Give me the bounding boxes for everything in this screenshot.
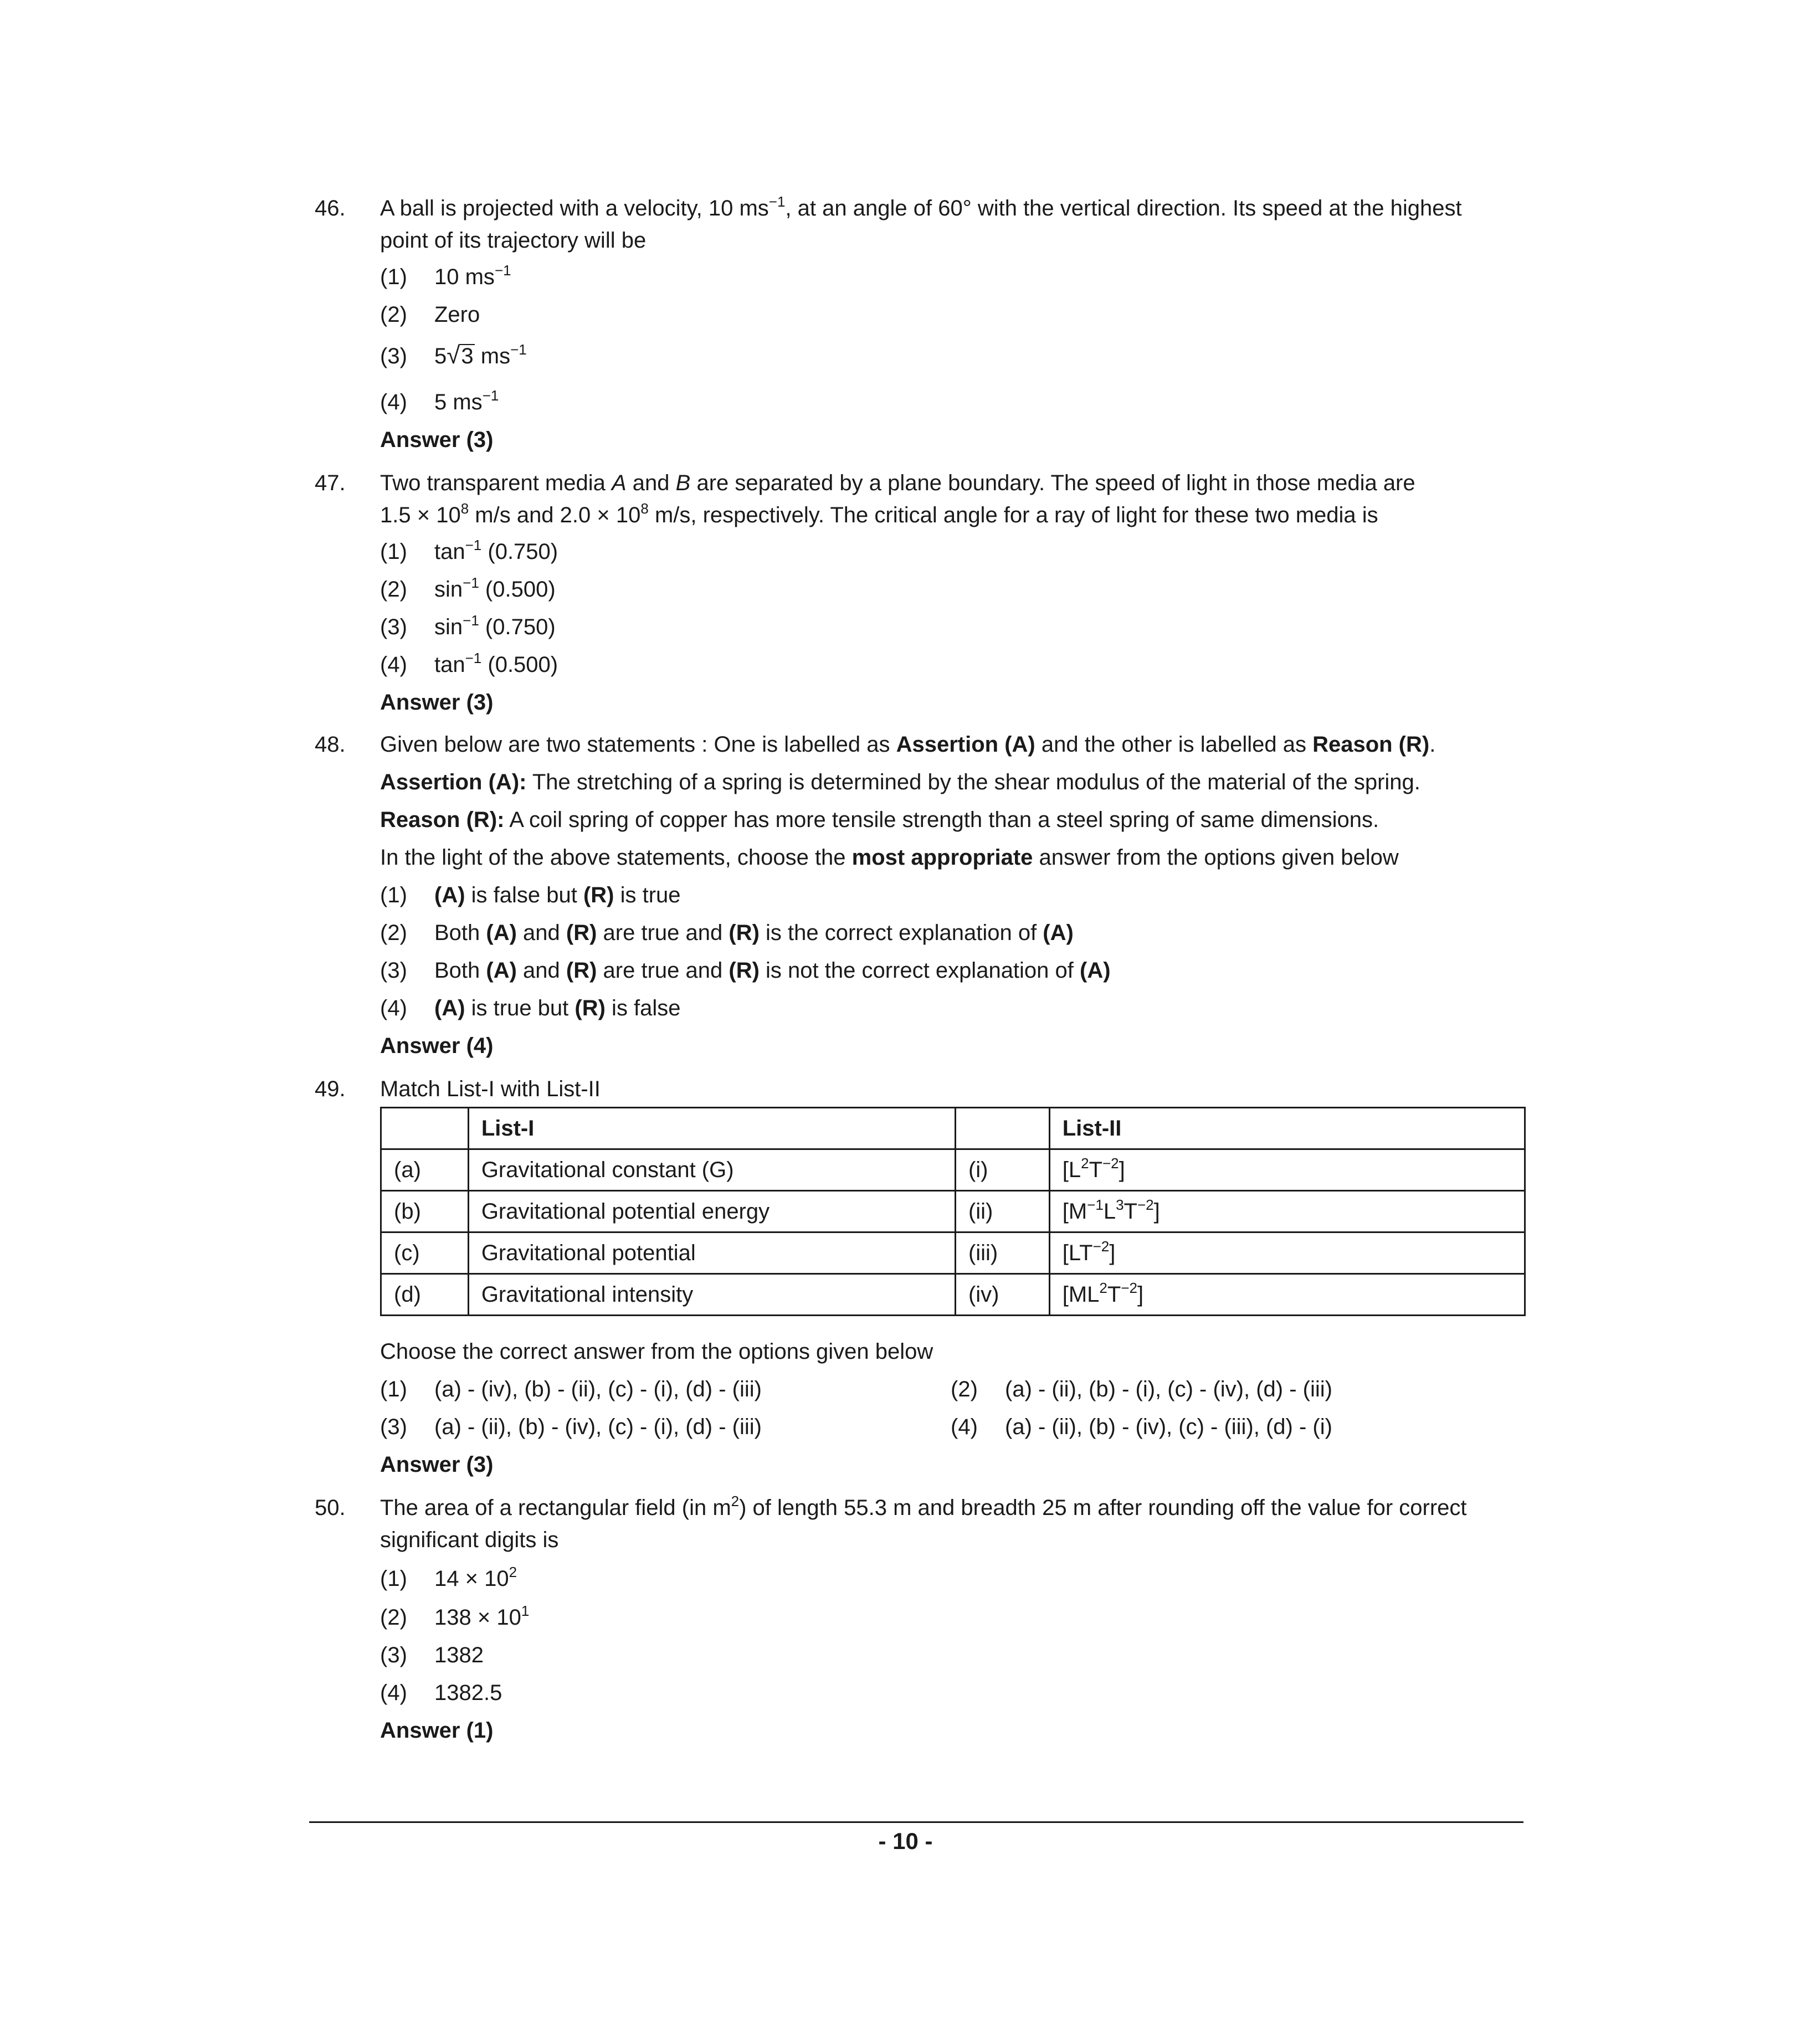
option-1: (1) $\tan^{-1} (0.750)$ <box>380 536 558 564</box>
page-number: - 10 - <box>878 1828 933 1854</box>
question-text-line: $1.5 \times 10^8$ m/s and $2.0 \times 10^8$ m/s, respectively. The critical angle for a ray of light for these two media is <box>380 500 1378 527</box>
table-cell <box>955 1108 1049 1149</box>
option-4: (4) 1382.5 <box>380 1681 502 1705</box>
reason-statement: Reason (R): A coil spring of copper has more tensile strength than a steel spring of same dimensions. <box>380 808 1379 832</box>
table-cell: Gravitational potential energy <box>468 1191 955 1232</box>
question-text-line: Match List-I with List-II <box>380 1077 601 1101</box>
table-cell: (ii) <box>955 1191 1049 1232</box>
match-table <box>380 1107 1526 1316</box>
question-text-line: Given below are two statements : One is labelled as Assertion (A) and the other is labelled as Reason (R). <box>380 732 1436 757</box>
question-number: 46. <box>315 196 346 220</box>
option-3: (3) (a) - (ii), (b) - (iv), (c) - (i), (d) - (iii) <box>380 1415 762 1439</box>
table-header-list1: List-I <box>468 1108 955 1149</box>
answer: Answer (3) <box>380 690 494 715</box>
question-text-line: Two transparent media A and B are separated by a plane boundary. The speed of light in those media are <box>380 471 1415 495</box>
option-3: (3) $\sin^{-1} (0.750)$ <box>380 612 556 639</box>
table-cell: Gravitational intensity <box>468 1274 955 1316</box>
table-cell: (c) <box>381 1232 469 1274</box>
question-text-line: The area of a rectangular field (in $m^2$) of length 55.3 m and breadth 25 m after rounding off the value for correct <box>380 1492 1467 1520</box>
option-3: (3) Both (A) and (R) are true and (R) is not the correct explanation of (A) <box>380 958 1111 983</box>
answer: Answer (4) <box>380 1034 494 1058</box>
option-2: (2) $\sin^{-1} (0.500)$ <box>380 574 556 602</box>
square-root-symbol: √3 <box>447 342 474 369</box>
table-cell: $[LT^{-2}]$ <box>1049 1232 1525 1274</box>
table-cell: (iii) <box>955 1232 1049 1274</box>
answer: Answer (1) <box>380 1718 494 1743</box>
option-2: (2) $138 \times 10^1$ <box>380 1602 530 1630</box>
option-1: (1) $14 \times 10^2$ <box>380 1563 517 1591</box>
answer: Answer (3) <box>380 428 494 452</box>
table-cell: (iv) <box>955 1274 1049 1316</box>
table-header-row <box>381 1108 1525 1149</box>
table-cell: (d) <box>381 1274 469 1316</box>
table-row <box>381 1274 1525 1316</box>
option-4: (4) (A) is true but (R) is false <box>380 996 681 1020</box>
assertion-statement: Assertion (A): The stretching of a spring is determined by the shear modulus of the material of the spring. <box>380 770 1420 794</box>
question-text-line: A ball is projected with a velocity, 10 $ms^{-1}$, at an angle of 60° with the vertical direction. Its speed at the highest <box>380 193 1462 220</box>
table-header-list2: List-II <box>1049 1108 1525 1149</box>
question-number: 47. <box>315 471 346 495</box>
table-cell: (i) <box>955 1149 1049 1191</box>
table-row <box>381 1191 1525 1232</box>
question-number: 48. <box>315 732 346 757</box>
table-cell: Gravitational potential <box>468 1232 955 1274</box>
question-text-line: point of its trajectory will be <box>380 228 647 253</box>
option-2: (2) (a) - (ii), (b) - (i), (c) - (iv), (d) - (iii) <box>951 1377 1332 1401</box>
option-1: (1) (A) is false but (R) is true <box>380 883 681 907</box>
question-number: 49. <box>315 1077 346 1101</box>
table-cell: $[ML^2T^{-2}]$ <box>1049 1274 1525 1316</box>
question-text-line: Choose the correct answer from the options given below <box>380 1339 933 1364</box>
table-cell: (a) <box>381 1149 469 1191</box>
table-cell: Gravitational constant (G) <box>468 1149 955 1191</box>
option-2: (2) Both (A) and (R) are true and (R) is the correct explanation of (A) <box>380 921 1074 945</box>
table-row <box>381 1232 1525 1274</box>
table-cell: $[M^{-1}L^3T^{-2}]$ <box>1049 1191 1525 1232</box>
option-4: (4) 5 $ms^{-1}$ <box>380 387 499 414</box>
answer: Answer (3) <box>380 1452 494 1477</box>
option-1: (1) 10 $ms^{-1}$ <box>380 261 511 289</box>
option-1: (1) (a) - (iv), (b) - (ii), (c) - (i), (d) - (iii) <box>380 1377 762 1401</box>
option-4: (4) $\tan^{-1} (0.500)$ <box>380 649 558 677</box>
table-cell <box>381 1108 469 1149</box>
question-text-line: significant digits is <box>380 1528 559 1552</box>
option-3: (3) 1382 <box>380 1643 484 1667</box>
table-cell: $[L^2T^{-2}]$ <box>1049 1149 1525 1191</box>
question-number: 50. <box>315 1496 346 1520</box>
footer-divider <box>309 1821 1523 1823</box>
option-4: (4) (a) - (ii), (b) - (iv), (c) - (iii), (d) - (i) <box>951 1415 1332 1439</box>
table-cell: (b) <box>381 1191 469 1232</box>
option-3: (3) 5√3 $ms^{-1}$ <box>380 341 527 369</box>
option-2: (2) Zero <box>380 302 480 327</box>
question-text-line: In the light of the above statements, choose the most appropriate answer from the options given below <box>380 845 1399 870</box>
table-row <box>381 1149 1525 1191</box>
